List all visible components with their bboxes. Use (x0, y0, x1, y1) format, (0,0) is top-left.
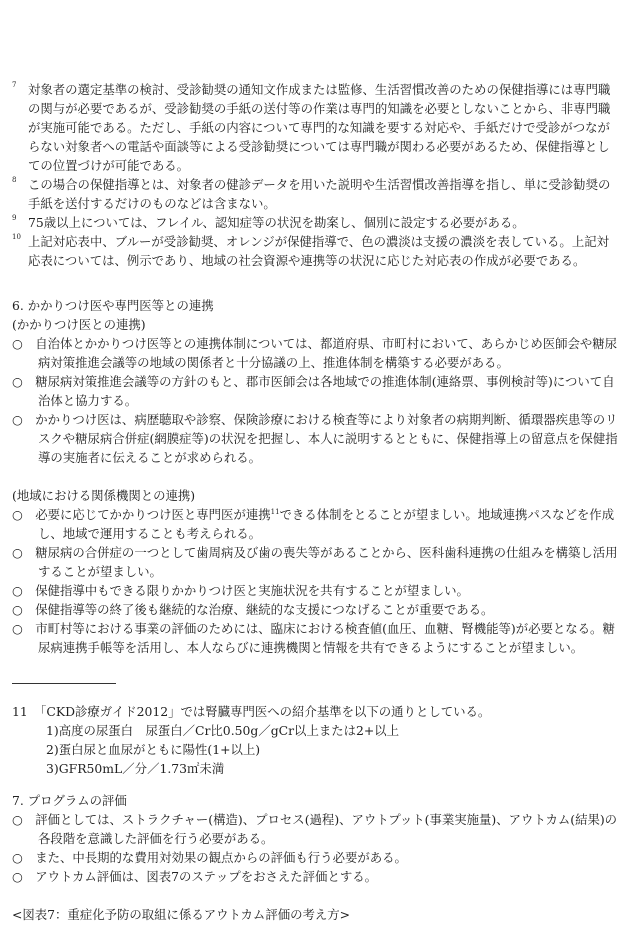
section-7-title: 7. プログラムの評価 (12, 793, 127, 808)
list-item-text: できる体制をとることが望ましい。地域連携パスなどを作成し、地域で運用することも考えられる。 (38, 507, 615, 541)
section-6-regional (12, 486, 620, 657)
list-item: ○ 保健指導等の終了後も継続的な治療、継続的な支援につなげることが重要である。 (12, 602, 494, 617)
subheading-regional: (地域における関係機関との連携) (12, 488, 196, 503)
footnote-divider (12, 683, 116, 684)
footnote-11 (12, 702, 620, 778)
footnote-8 (12, 175, 620, 213)
list-item: ○ 自治体とかかりつけ医等との連携体制については、都道府県、市町村において、あらかじめ医師会や糖尿病対策推進会議等の地域の関係者と十分協議の上、推進体制を構築する必要がある。 (12, 336, 618, 370)
list-item: ○ 市町村等における事業の評価のためには、臨床における検査値(血圧、血糖、腎機能等)が必要となる。糖尿病連携手帳等を活用し、本人ならびに連携機関と情報を共有できるようにすることが望ましい。 (12, 621, 615, 655)
footnote-7 (12, 80, 620, 175)
footnote-number: 10 (12, 233, 21, 241)
list-item: ○ また、中長期的な費用対効果の観点からの評価も行う必要がある。 (12, 850, 407, 865)
footnote-9 (12, 213, 620, 232)
figure-caption: <図表7：重症化予防の取組に係るアウトカム評価の考え方> (12, 907, 351, 922)
list-item: ○ 保健指導中もできる限りかかりつけ医と実施状況を共有することが望ましい。 (12, 583, 469, 598)
footnote-text: この場合の保健指導とは、対象者の健診データを用いた説明や生活習慣改善指導を指し、単に受診勧奨の手紙を送付するだけのものなどは含まない。 (28, 177, 611, 211)
footnote-11-text: 11 「CKD診療ガイド2012」では腎臓専門医への紹介基準を以下の通りとしている。 (12, 704, 491, 719)
criterion: 3)GFR50mL／分／1.73㎡未満 (46, 761, 225, 776)
section-6 (12, 296, 620, 467)
criterion: 1)高度の尿蛋白 尿蛋白／Cr比0.50g／gCr以上または2+以上 (46, 723, 400, 738)
list-item: ○ アウトカム評価は、図表7のステップをおさえた評価とする。 (12, 869, 378, 884)
footnote-text: 75歳以上については、フレイル、認知症等の状況を勘案し、個別に設定する必要がある。 (28, 215, 525, 230)
list-item: ○ かかりつけ医は、病歴聴取や診察、保険診療における検査等により対象者の病期判断、循環器疾患等のリスクや糖尿病合併症(網膜症等)の状況を把握し、本人に説明するとともに、保健指導上の留意点を保健指導の実施者に伝えることが求められる。 (12, 412, 618, 465)
section-6-title: 6. かかりつけ医や専門医等との連携 (12, 298, 214, 313)
footnote-number: 9 (12, 214, 17, 222)
list-item (12, 505, 620, 543)
list-item: ○ 評価としては、ストラクチャー(構造)、プロセス(過程)、アウトプット(事業実施量)、アウトカム(結果)の各段階を意識した評価を行う必要がある。 (12, 812, 618, 846)
footnote-text: 上記対応表中、ブルーが受診勧奨、オレンジが保健指導で、色の濃淡は支援の濃淡を表している。上記対応表については、例示であり、地域の社会資源や連携等の状況に応じた対応表の作成が必要である。 (28, 234, 609, 268)
footnote-number: 7 (12, 81, 17, 89)
list-item: ○ 糖尿病の合併症の一つとして歯周病及び歯の喪失等があることから、医科歯科連携の仕組みを構築し活用することが望ましい。 (12, 545, 618, 579)
footnote-10 (12, 232, 620, 270)
list-item: ○ 糖尿病対策推進会議等の方針のもと、郡市医師会は各地域での推進体制(連絡票、事例検討等)について自治体と協力する。 (12, 374, 615, 408)
list-item-text: ○ 必要に応じてかかりつけ医と専門医が連携 (12, 507, 271, 522)
footnotes-top (12, 80, 620, 270)
section-7 (12, 791, 620, 886)
footnote-text: 対象者の選定基準の検討、受診勧奨の通知文作成または監修、生活習慣改善のための保健指導には専門職の関与が必要であるが、受診勧奨の手紙の送付等の作業は専門的知識を必要としないことから、非専門職が実施可能である。ただし、手紙の内容について専門的な知識を要する対応や、手紙だけで受診がつながらない対象者への電話や面談等による受診勧奨については専門職が関わる必要があるため、保健指導としての位置づけが可能である。 (28, 82, 611, 173)
subheading-clinic: (かかりつけ医との連携) (12, 317, 146, 332)
criterion: 2)蛋白尿と血尿がともに陽性(1+以上) (46, 742, 261, 757)
footnote-ref-11[interactable]: 11 (270, 507, 280, 516)
footnote-number: 8 (12, 176, 17, 184)
